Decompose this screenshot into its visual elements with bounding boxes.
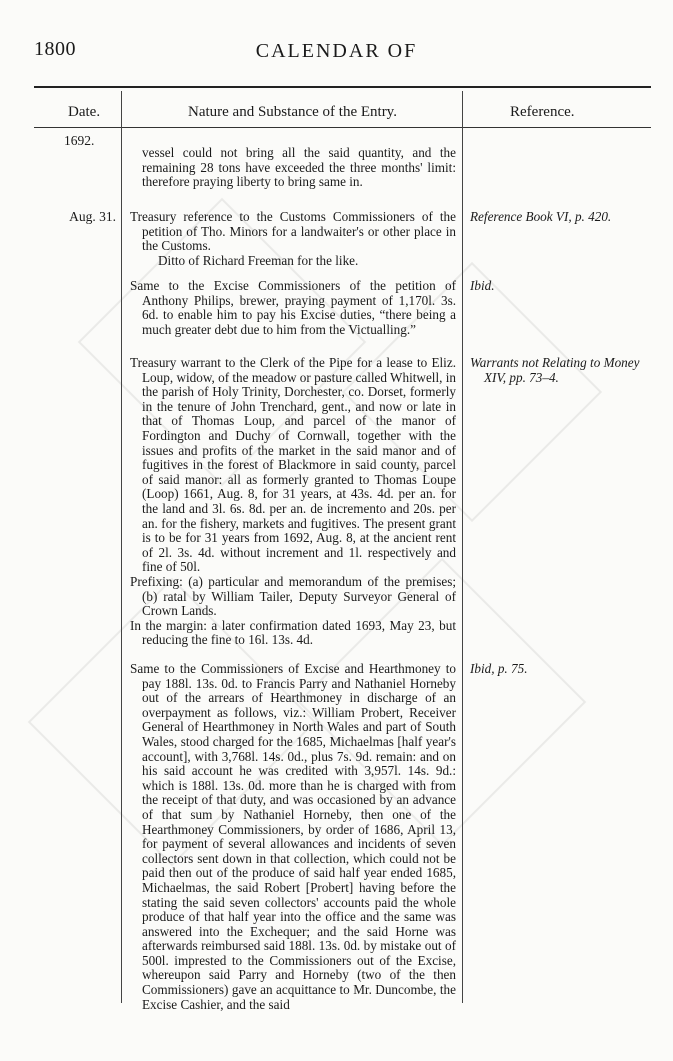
entry-paragraph: vessel could not bring all the said quantity, and the remaining 28 tons have exceeded the three months' limit: therefore praying liberty to bring same in. (142, 145, 456, 190)
entry-reference: Warrants not Relating to Money XIV, pp. 73–4. (470, 355, 640, 385)
column-divider (121, 91, 122, 1003)
entry-text (130, 279, 456, 337)
entry-reference: Ibid. (470, 278, 495, 293)
column-divider (462, 91, 463, 1003)
entry-paragraph: Treasury warrant to the Clerk of the Pipe for a lease to Eliz. Loup, widow, of the meadow or pasture called Whitwell, in the parish of Holy Trinity, Dorchester, co. Dorset, formerly in the tenure of John Trenchard, gent., and now or late in that of Thomas Loup, and parcel of the manor of Fordington and Duchy of Cornwall, together with the issues and profits of the market in the said manor and of fugitives in the forest of Blackmore in said county, parcel of said manor: all as formerly granted to Thomas Loupe (Loop) 1661, Aug. 8, for 31 years, at 43s. 4d. per an. for the land and 3l. 6s. 8d. per an. de incremento and 20s. per an. for the fishery, markets and fugitives. The present grant is to be for 31 years from 1692, Aug. 8, at the ancient rent of 2l. 3s. 4d. without increment and 1l. respectively and fine of 50l. (130, 355, 456, 575)
entry-reference: Reference Book VI, p. 420. (470, 209, 612, 224)
running-title: CALENDAR OF (255, 40, 418, 62)
column-header-rule (34, 127, 651, 128)
page-number: 1800 (34, 38, 76, 60)
entry-text (130, 146, 456, 190)
column-header-date: Date. (68, 104, 101, 120)
entry-paragraph: In the margin: a later confirmation dated 1693, May 23, but reducing the fine to 16l. 13s. 4d. (130, 617, 456, 648)
entry-paragraph: Treasury reference to the Customs Commissioners of the petition of Tho. Minors for a landwaiter's or other place in the Customs. (130, 209, 456, 254)
column-header-reference: Reference. (510, 104, 575, 120)
entry-date: Aug. 31. (69, 209, 116, 224)
entry-paragraph: Same to the Excise Commissioners of the petition of Anthony Philips, brewer, praying payment of 1,170l. 3s. 6d. to enable him to pay his Excise duties, “there being a much greater debt due to him from the Victualling.” (130, 278, 456, 337)
entry-paragraph: Ditto of Richard Freeman for the like. (158, 252, 359, 268)
column-header-nature: Nature and Substance of the Entry. (188, 104, 397, 120)
header-rule (34, 86, 651, 88)
entry-paragraph: Prefixing: (a) particular and memorandum of the premises; (b) ratal by William Tailer, Deputy Surveyor General of Crown Lands. (130, 573, 456, 619)
entry-text (130, 662, 456, 1012)
entry-paragraph: Same to the Commissioners of Excise and Hearthmoney to pay 188l. 13s. 0d. to Francis Parry and Nathaniel Horneby out of the arrears of Hearthmoney in discharge of an overpayment as follows, viz.: William Probert, Receiver General of Hearthmoney in North Wales and part of South Wales, stood charged for the 1685, Michaelmas [half year's account], with 3,768l. 14s. 0d., plus 7s. 9d. remain: and on his said account he was credited with 3,957l. 14s. 9d.: which is 188l. 13s. 0d. more than he is charged with from the receipt of that duty, and was occasioned by an advance of that sum by Nathaniel Horneby, then one of the Hearthmoney Commissioners, by order of 1686, April 13, for payment of several allowances and incidents of seven collectors sent down in that collection, which could not be paid then out of the produce of said half year ended 1685, Michaelmas, the said Robert [Probert] having before the stating the said seven collectors' accounts paid the whole produce of that half year into the office and the same was answered into the Exchequer; and the said Horne was afterwards reimbursed said 188l. 13s. 0d. by mistake out of 500l. imprested to the Commissioners out of the Excise, whereupon said Parry and Horneby (two of the then Commissioners) gave an acquittance to Mr. Duncombe, the Excise Cashier, and the said (130, 661, 456, 1012)
entry-text (130, 356, 456, 648)
entry-reference: Ibid, p. 75. (470, 661, 528, 676)
entry-text (130, 210, 456, 268)
entry-date: 1692. (64, 133, 95, 148)
